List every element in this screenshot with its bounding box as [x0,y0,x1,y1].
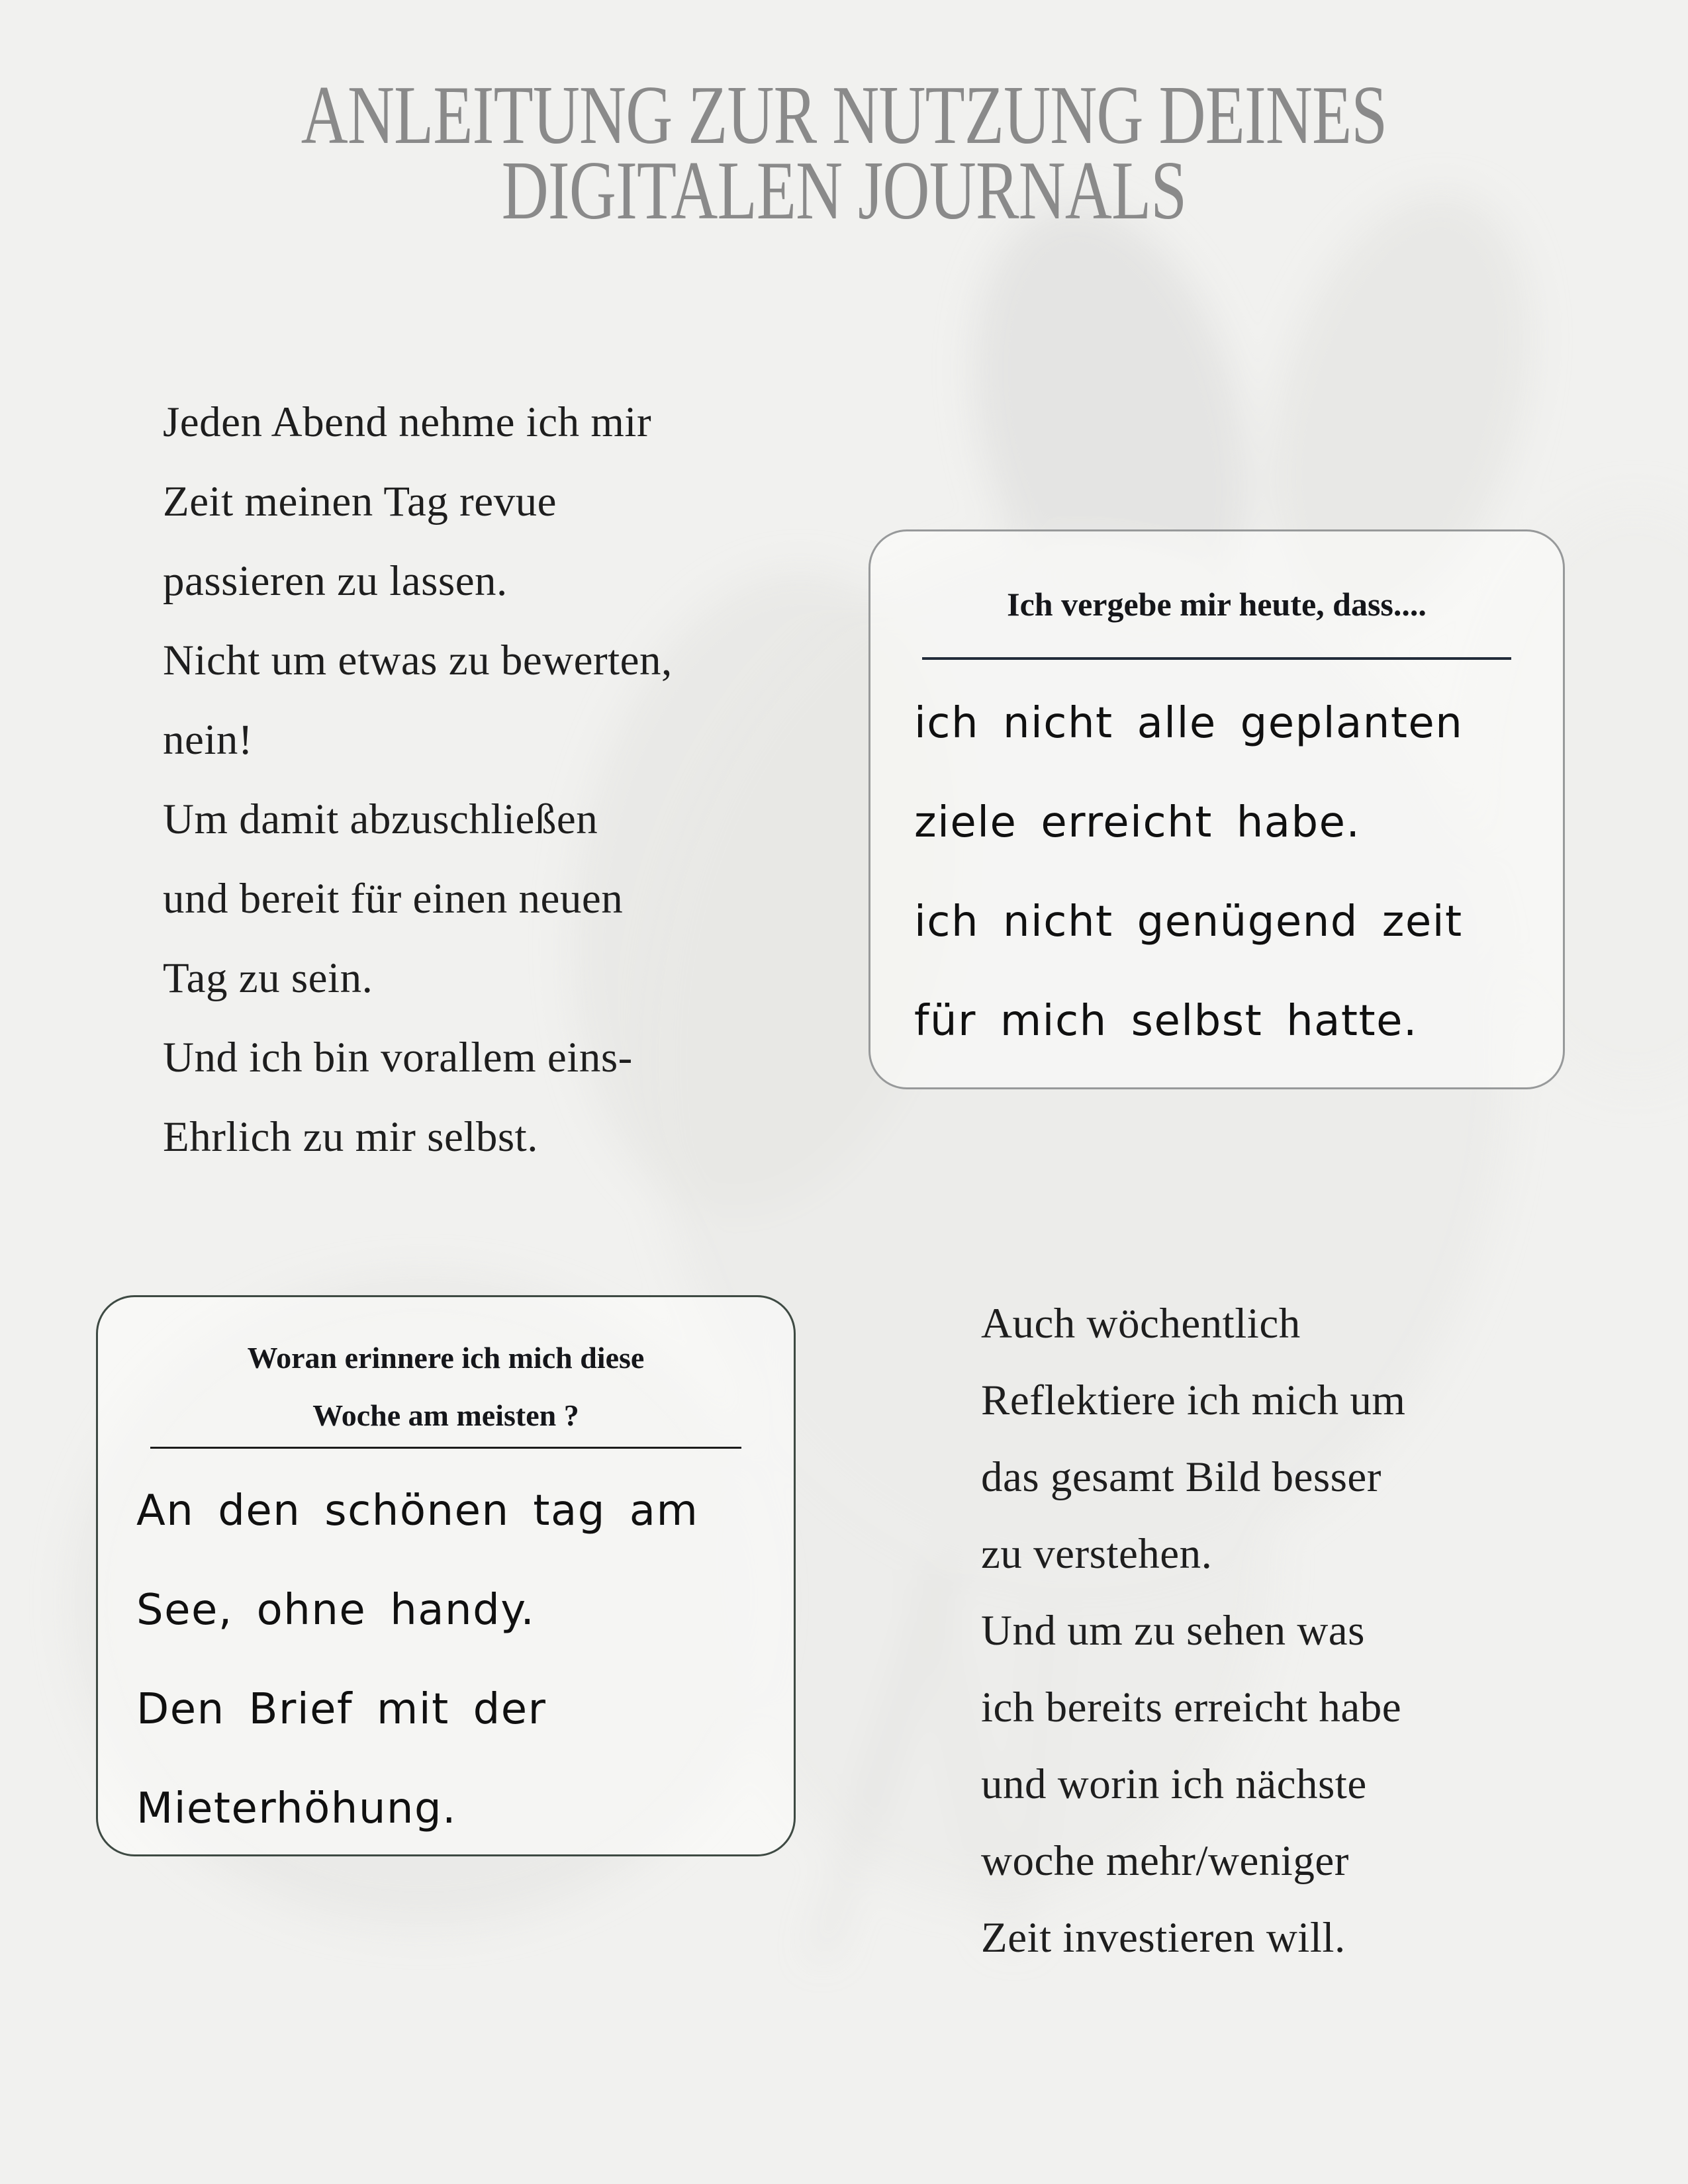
paragraph-line: ich bereits erreicht habe [981,1684,1402,1731]
paragraph-line: und worin ich nächste [981,1760,1367,1808]
paragraph-line: und bereit für einen neuen [163,875,624,923]
paragraph-line: Jeden Abend nehme ich mir [163,398,652,446]
forgiveness-card-divider [922,657,1511,660]
forgiveness-handwritten-answer [914,674,1463,1071]
page-title-line1: ANLEITUNG ZUR NUTZUNG DEINES [301,69,1387,161]
handwritten-line: ich nicht genügend zeit [914,897,1463,946]
paragraph-line: Ehrlich zu mir selbst. [163,1113,538,1161]
paragraph-line: Reflektiere ich mich um [981,1377,1406,1424]
handwritten-line: Mieterhöhung. [136,1784,457,1833]
memory-card-title [98,1329,794,1444]
handwritten-line: See, ohne handy. [136,1586,536,1635]
paragraph-line: Nicht um etwas zu bewerten, [163,637,673,684]
forgiveness-prompt-card [868,529,1565,1089]
handwritten-line: ich nicht alle geplanten [914,699,1464,748]
paragraph-line: woche mehr/weniger [981,1837,1349,1885]
paragraph-line: Und um zu sehen was [981,1607,1365,1655]
weekly-memory-prompt-card [96,1295,796,1856]
paragraph-line: nein! [163,716,254,764]
memory-handwritten-answer [136,1461,698,1858]
memory-card-title-line2: Woche am meisten ? [312,1398,579,1432]
handwritten-line: für mich selbst hatte. [914,997,1418,1046]
paragraph-line: Um damit abzuschließen [163,796,598,843]
evening-reflection-paragraph [163,383,673,1177]
weekly-reflection-paragraph [981,1285,1405,1976]
paragraph-line: zu verstehen. [981,1530,1213,1578]
handwritten-line: Den Brief mit der [136,1685,547,1734]
handwritten-line: An den schönen tag am [136,1486,699,1535]
paragraph-line: Tag zu sein. [163,954,373,1002]
paragraph-line: Auch wöchentlich [981,1300,1301,1347]
paragraph-line: das gesamt Bild besser [981,1453,1382,1501]
paragraph-line: Zeit meinen Tag revue [163,478,557,525]
page-title [186,69,1503,237]
memory-card-title-line1: Woran erinnere ich mich diese [247,1341,645,1375]
page-title-line2: DIGITALEN JOURNALS [501,145,1187,237]
paragraph-line: Zeit investieren will. [981,1914,1346,1962]
paragraph-line: Und ich bin vorallem eins- [163,1034,633,1081]
memory-card-divider [150,1447,741,1449]
handwritten-line: ziele erreicht habe. [914,798,1361,847]
paragraph-line: passieren zu lassen. [163,557,508,605]
forgiveness-card-title: Ich vergebe mir heute, dass.... [1007,586,1427,623]
